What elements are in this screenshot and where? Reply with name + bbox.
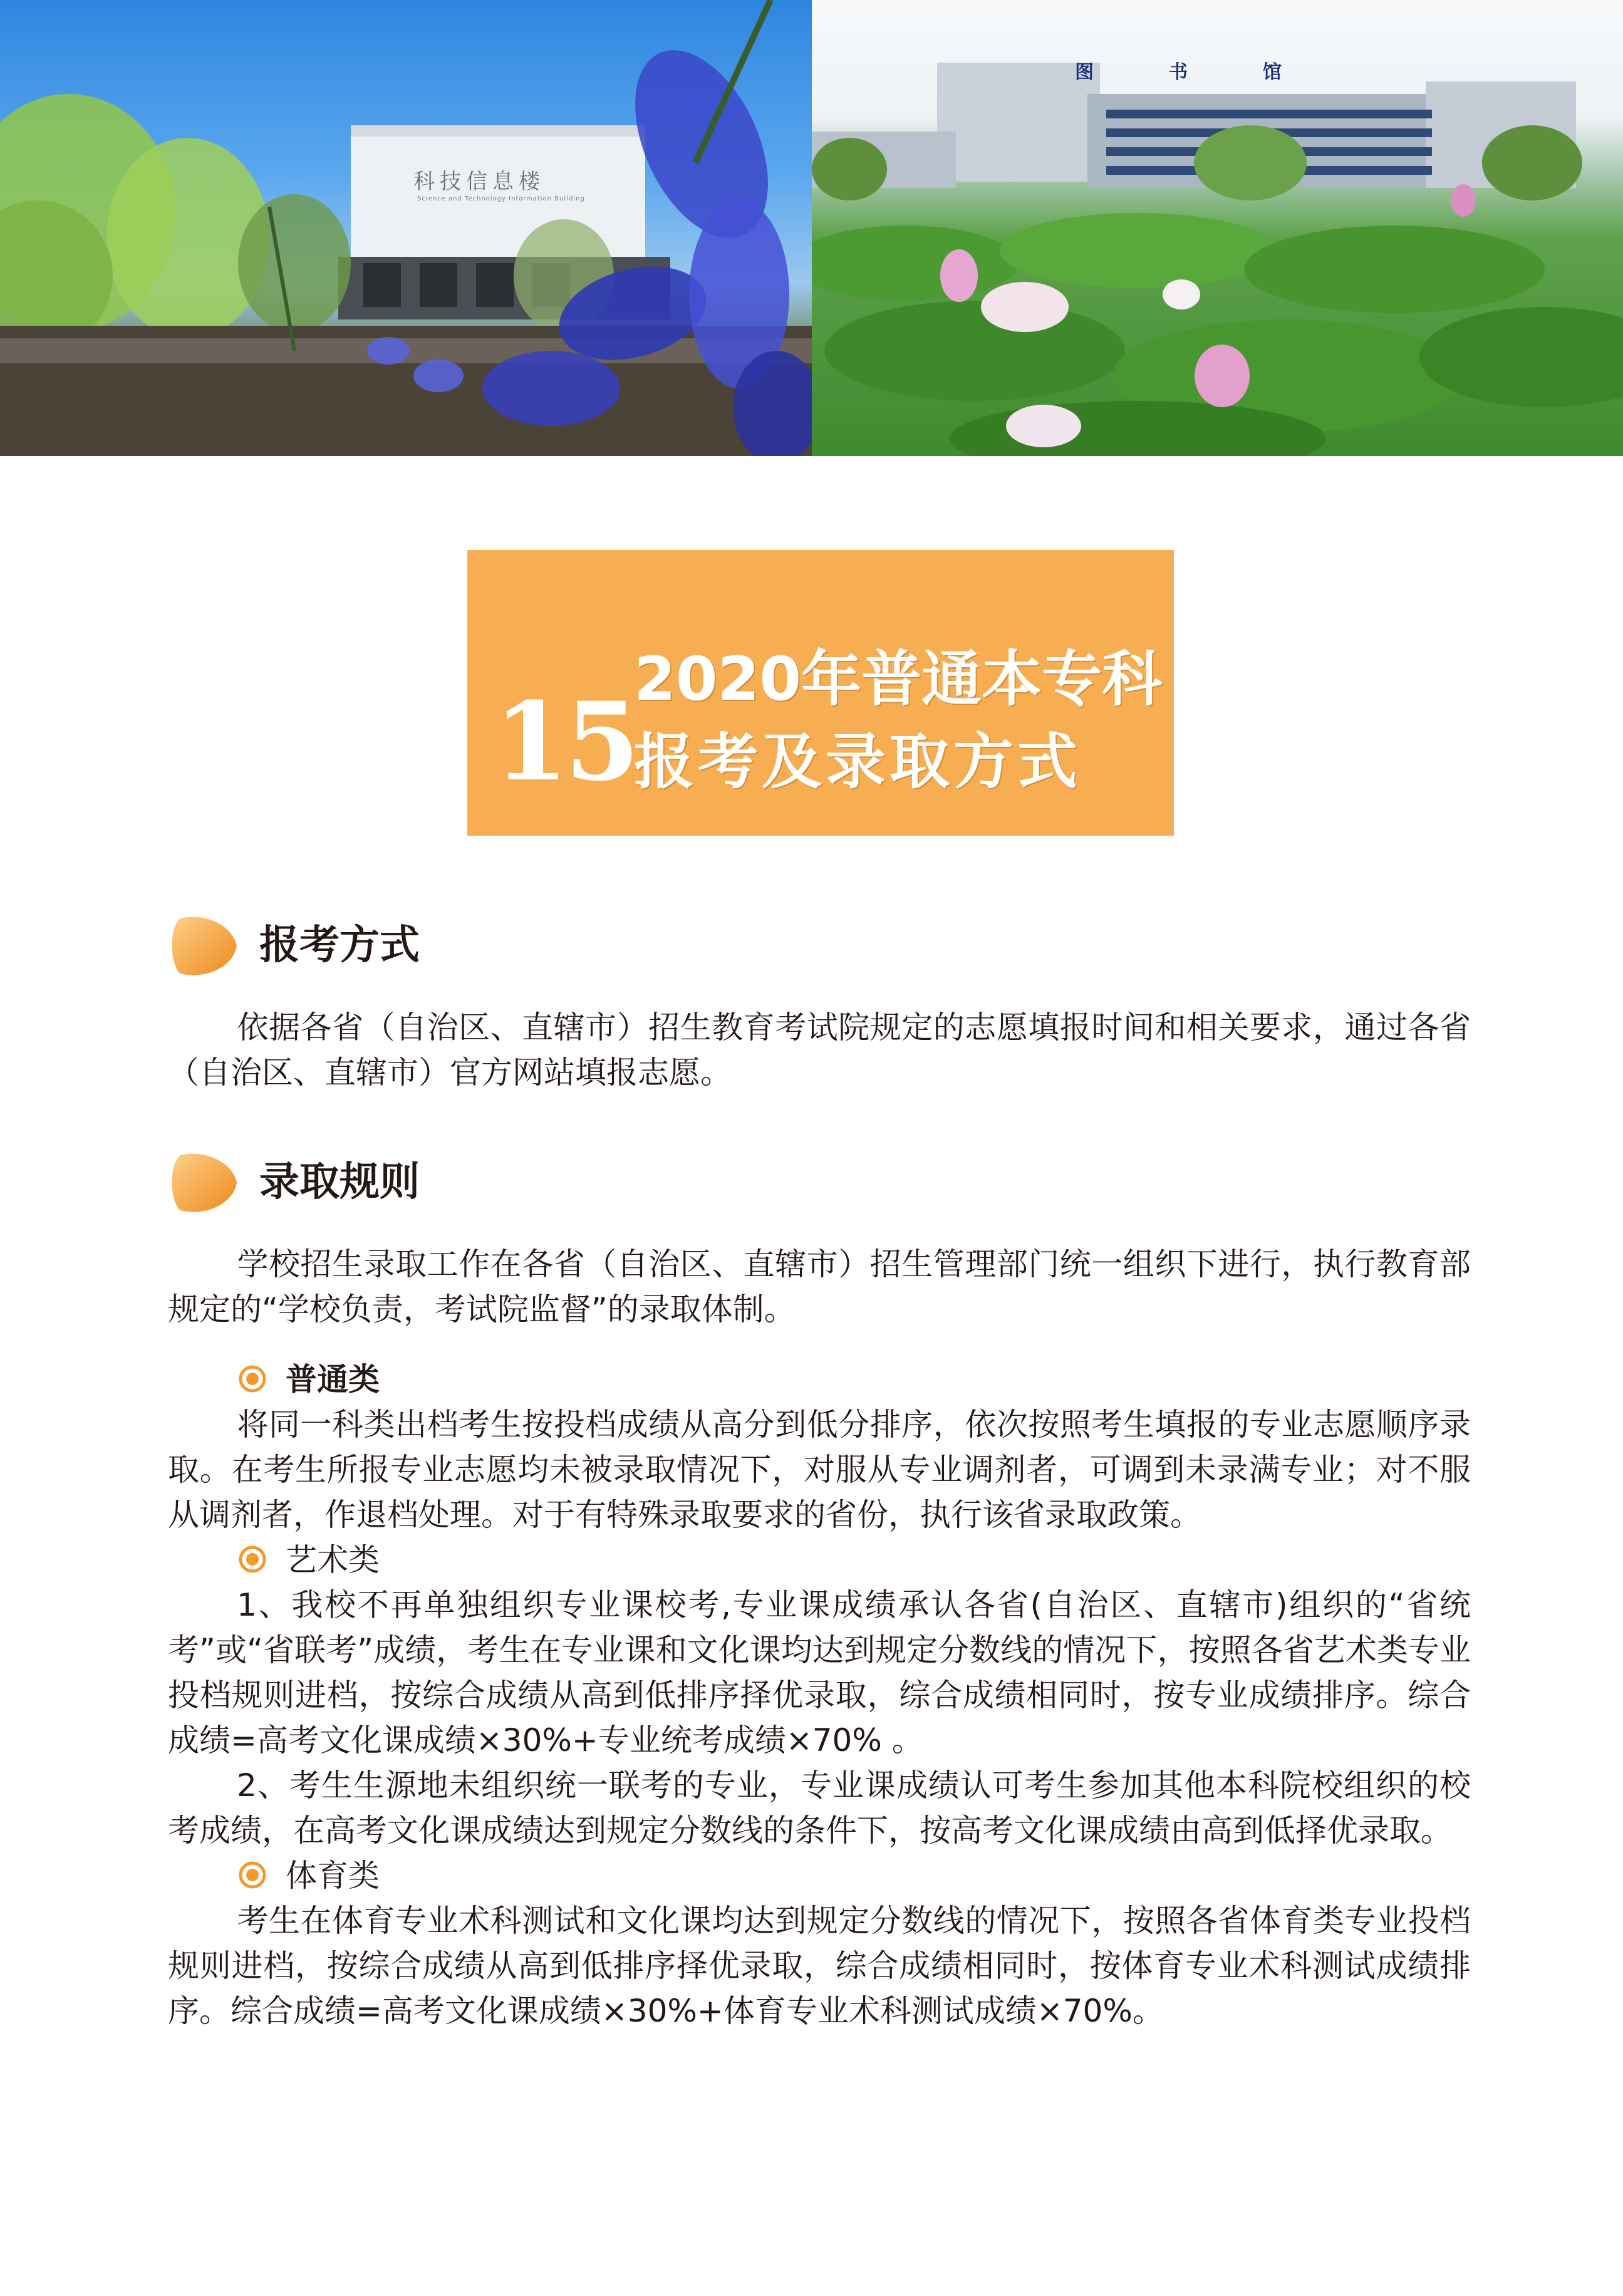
paragraph-text: 依据各省（自治区、直辖市）招生教育考试院规定的志愿填报时间和相关要求，通过各省（自治区、直辖市）官方网站填报志愿。 — [168, 1009, 1471, 1091]
photo-library-lotus-pond — [812, 0, 1623, 456]
category-title: 体育类 — [286, 1857, 380, 1894]
paragraph-application — [168, 1005, 1471, 1095]
radio-dot-icon — [238, 1545, 267, 1574]
paragraph-admission-system — [168, 1242, 1471, 1332]
paragraph-text: 1、我校不再单独组织专业课校考,专业课成绩承认各省(自治区、直辖市)组织的“省统考”或“省联考”成绩，考生在专业课和文化课均达到规定分数线的情况下，按照各省艺术类专业投档规则进档，按综合成绩从高到低排序择优录取，综合成绩相同时，按专业成绩排序。综合成绩=高考文化课成绩×30%+专业统考成绩×70% 。 — [168, 1587, 1471, 1758]
orange-leaf-icon — [168, 1150, 238, 1215]
building-sign-english: Science and Technology Information Building — [417, 195, 585, 202]
paragraph-text: 考生在体育专业术科测试和文化课均达到规定分数线的情况下，按照各省体育类专业投档规则进档，按综合成绩从高到低排序择优录取，综合成绩相同时，按体育专业术科测试成绩排序。综合成绩=高考文化课成绩×30%+体育专业术科测试成绩×70%。 — [168, 1903, 1471, 2029]
section-title: 报考方式 — [259, 922, 420, 969]
chapter-title-line1: 2020年普通本专科 — [634, 644, 1163, 714]
radio-dot-icon — [238, 1364, 267, 1393]
paragraph-text: 2、考生生源地未组织统一联考的专业，专业课成绩认可考生参加其他本科院校组织的校考成绩，在高考文化课成绩达到规定分数线的条件下，按高考文化课成绩由高到低择优录取。 — [168, 1767, 1471, 1849]
paragraph-sports — [168, 1898, 1471, 2034]
library-sign: 图书馆 — [1075, 61, 1357, 83]
paragraph-art-1 — [168, 1582, 1471, 1763]
orange-leaf-icon — [168, 913, 238, 979]
chapter-title-line2: 报考及录取方式 — [634, 727, 1081, 797]
paragraph-art-2 — [168, 1763, 1471, 1853]
category-title: 普通类 — [286, 1361, 380, 1398]
science-building-illustration — [0, 0, 812, 456]
paragraph-text: 学校招生录取工作在各省（自治区、直辖市）招生管理部门统一组织下进行，执行教育部规定的“学校负责，考试院监督”的录取体制。 — [168, 1246, 1471, 1327]
building-sign: 科技信息楼 — [413, 169, 545, 194]
section-title: 录取规则 — [259, 1159, 420, 1205]
photo-science-building — [0, 0, 812, 456]
chapter-title-block — [467, 550, 1174, 836]
radio-dot-icon — [238, 1861, 267, 1889]
category-title: 艺术类 — [286, 1542, 380, 1578]
chapter-number: 15 — [494, 678, 636, 805]
paragraph-text: 将同一科类出档考生按投档成绩从高分到低分排序，依次按照考生填报的专业志愿顺序录取。在考生所报专业志愿均未被录取情况下，对服从专业调剂者，可调到未录满专业；对不服从调剂者，作退档处理。对于有特殊录取要求的省份，执行该省录取政策。 — [168, 1406, 1471, 1533]
paragraph-general — [168, 1402, 1471, 1537]
